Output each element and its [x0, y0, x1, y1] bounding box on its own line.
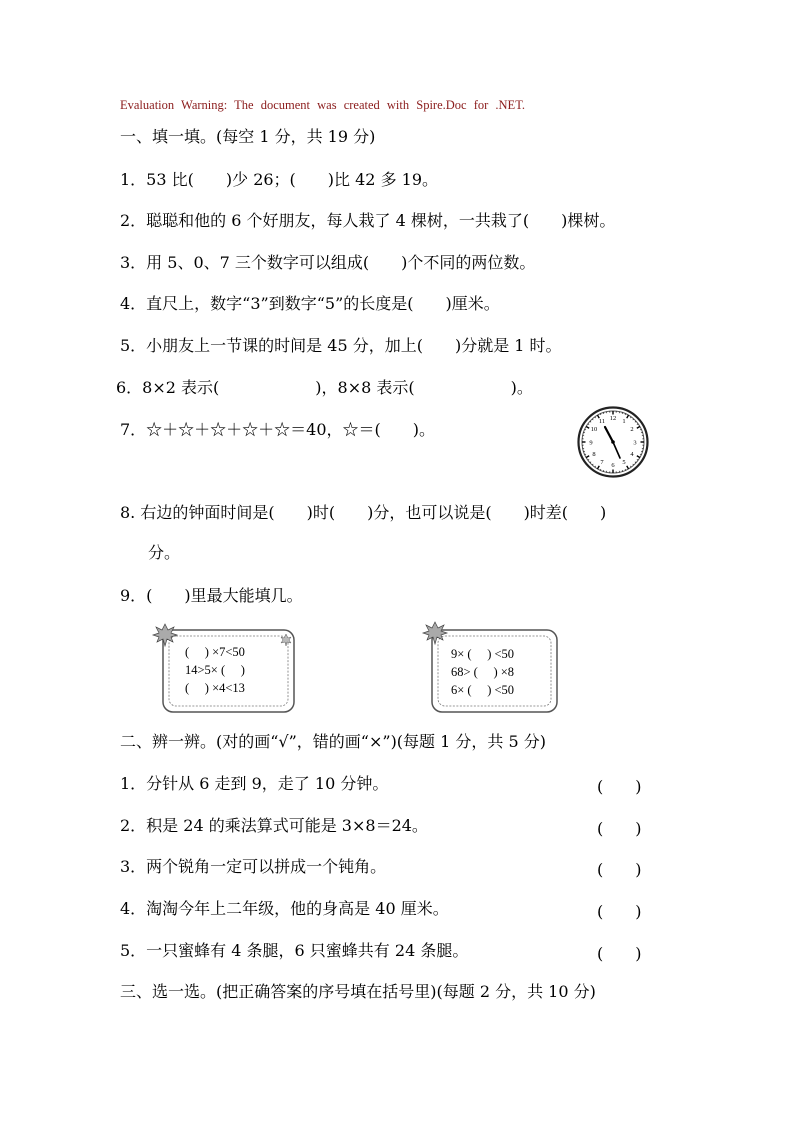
question-8-line2: 分。	[148, 543, 181, 562]
section2-title: 二、辨一辨。(对的画“√”，错的画“×”)(每题 1 分，共 5 分)	[120, 732, 546, 751]
svg-text:9: 9	[589, 439, 593, 447]
svg-text:10: 10	[590, 426, 598, 433]
answer-blank-2: ( )	[597, 819, 642, 838]
box-left-line-1: ( ) ×7<50	[185, 645, 245, 659]
box-right-line-3: 6× ( ) <50	[451, 683, 515, 697]
question-4: 4．直尺上，数字“3”到数字“5”的长度是( )厘米。	[120, 294, 500, 313]
judge-item-2: 2．积是 24 的乘法算式可能是 3×8＝24。	[120, 816, 428, 835]
question-1: 1．53 比( )少 26；( )比 42 多 19。	[120, 170, 439, 189]
answer-blank-3: ( )	[597, 860, 642, 879]
question-8-line1: 8. 右边的钟面时间是( )时( )分，也可以说是( )时差( )	[120, 503, 607, 522]
answer-blank-1: ( )	[597, 777, 642, 796]
judge-item-1: 1．分针从 6 走到 9，走了 10 分钟。	[120, 774, 389, 793]
svg-text:6: 6	[611, 462, 615, 469]
answer-blank-5: ( )	[597, 944, 642, 963]
svg-text:8: 8	[592, 451, 596, 458]
judge-item-3: 3．两个锐角一定可以拼成一个钝角。	[120, 857, 387, 876]
question-9: 9．( )里最大能填几。	[120, 586, 303, 605]
svg-text:11: 11	[598, 418, 606, 425]
analog-clock-icon	[577, 406, 649, 478]
box-left-line-2: 14>5× ( )	[185, 663, 245, 677]
svg-text:7: 7	[600, 459, 604, 466]
question-5: 5．小朋友上一节课的时间是 45 分，加上( )分就是 1 时。	[120, 336, 562, 355]
svg-text:2: 2	[630, 426, 634, 433]
question-2: 2．聪聪和他的 6 个好朋友，每人栽了 4 棵树，一共栽了( )棵树。	[120, 211, 616, 230]
question-3: 3．用 5、0、7 三个数字可以组成( )个不同的两位数。	[120, 253, 536, 272]
svg-text:3: 3	[633, 439, 637, 447]
box-right-line-2: 68> ( ) ×8	[451, 665, 515, 679]
section1-title: 一、填一填。(每空 1 分，共 19 分)	[120, 127, 376, 146]
question-6: 6．8×2 表示( )，8×8 表示( )。	[116, 378, 533, 397]
svg-text:12: 12	[609, 415, 617, 422]
box-right-line-1: 9× ( ) <50	[451, 647, 515, 661]
answer-blank-4: ( )	[597, 902, 642, 921]
section3-title: 三、选一选。(把正确答案的序号填在括号里)(每题 2 分，共 10 分)	[120, 982, 596, 1001]
svg-text:5: 5	[622, 459, 626, 466]
question-7: 7．☆＋☆＋☆＋☆＋☆＝40，☆＝( )。	[120, 420, 436, 439]
svg-text:1: 1	[622, 418, 626, 425]
judge-item-4: 4．淘淘今年上二年级，他的身高是 40 厘米。	[120, 899, 449, 918]
judge-item-5: 5．一只蜜蜂有 4 条腿，6 只蜜蜂共有 24 条腿。	[120, 941, 469, 960]
box-left-line-3: ( ) ×4<13	[185, 681, 245, 695]
svg-text:4: 4	[630, 451, 634, 458]
evaluation-warning: Evaluation Warning: The document was created with Spire.Doc for .NET.	[120, 98, 526, 112]
